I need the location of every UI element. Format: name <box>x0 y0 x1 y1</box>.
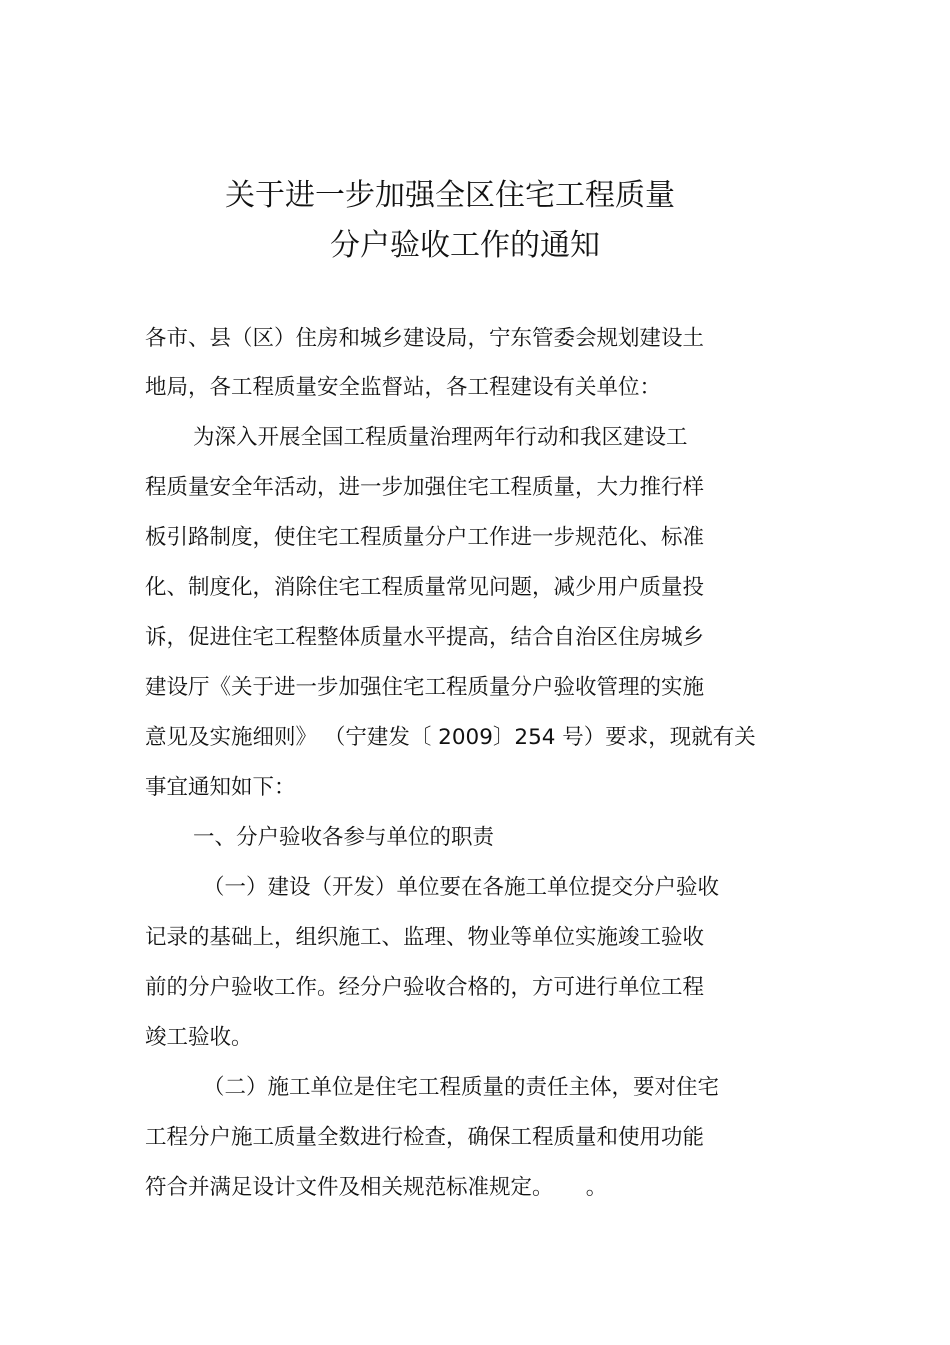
body-line-8: 事宜通知如下： <box>145 775 296 800</box>
body-line-7: 意见及实施细则》 （宁建发〔 2009〕254 号）要求，现就有关 <box>145 725 756 750</box>
item-1-line-1: （一）建设（开发）单位要在各施工单位提交分户验收 <box>203 875 720 900</box>
document-title-line-1: 关于进一步加强全区住宅工程质量 <box>225 178 675 213</box>
body-line-2: 程质量安全年活动，进一步加强住宅工程质量，大力推行样 <box>145 475 705 500</box>
item-1-line-2: 记录的基础上，组织施工、监理、物业等单位实施竣工验收 <box>145 925 705 950</box>
item-1-line-3: 前的分户验收工作。经分户验收合格的，方可进行单位工程 <box>145 975 705 1000</box>
body-line-3: 板引路制度，使住宅工程质量分户工作进一步规范化、标准 <box>145 525 705 550</box>
body-line-4: 化、制度化，消除住宅工程质量常见问题，减少用户质量投 <box>145 575 705 600</box>
addressee-line-1: 各市、县（区）住房和城乡建设局，宁东管委会规划建设土 <box>145 326 705 351</box>
body-line-1: 为深入开展全国工程质量治理两年行动和我区建设工 <box>193 425 688 450</box>
item-1-line-4: 竣工验收。 <box>145 1025 253 1050</box>
body-line-5: 诉，促进住宅工程整体质量水平提高，结合自治区住房城乡 <box>145 625 705 650</box>
document-title-line-2: 分户验收工作的通知 <box>330 228 600 263</box>
body-line-6: 建设厅《关于进一步加强住宅工程质量分户验收管理的实施 <box>145 675 705 700</box>
item-2-line-3: 符合并满足设计文件及相关规范标准规定。 。 <box>145 1175 608 1200</box>
item-2-line-1: （二）施工单位是住宅工程质量的责任主体，要对住宅 <box>203 1075 720 1100</box>
section-heading-1: 一、分户验收各参与单位的职责 <box>193 825 495 850</box>
addressee-line-2: 地局，各工程质量安全监督站，各工程建设有关单位： <box>145 375 662 400</box>
item-2-line-2: 工程分户施工质量全数进行检查，确保工程质量和使用功能 <box>145 1125 705 1150</box>
